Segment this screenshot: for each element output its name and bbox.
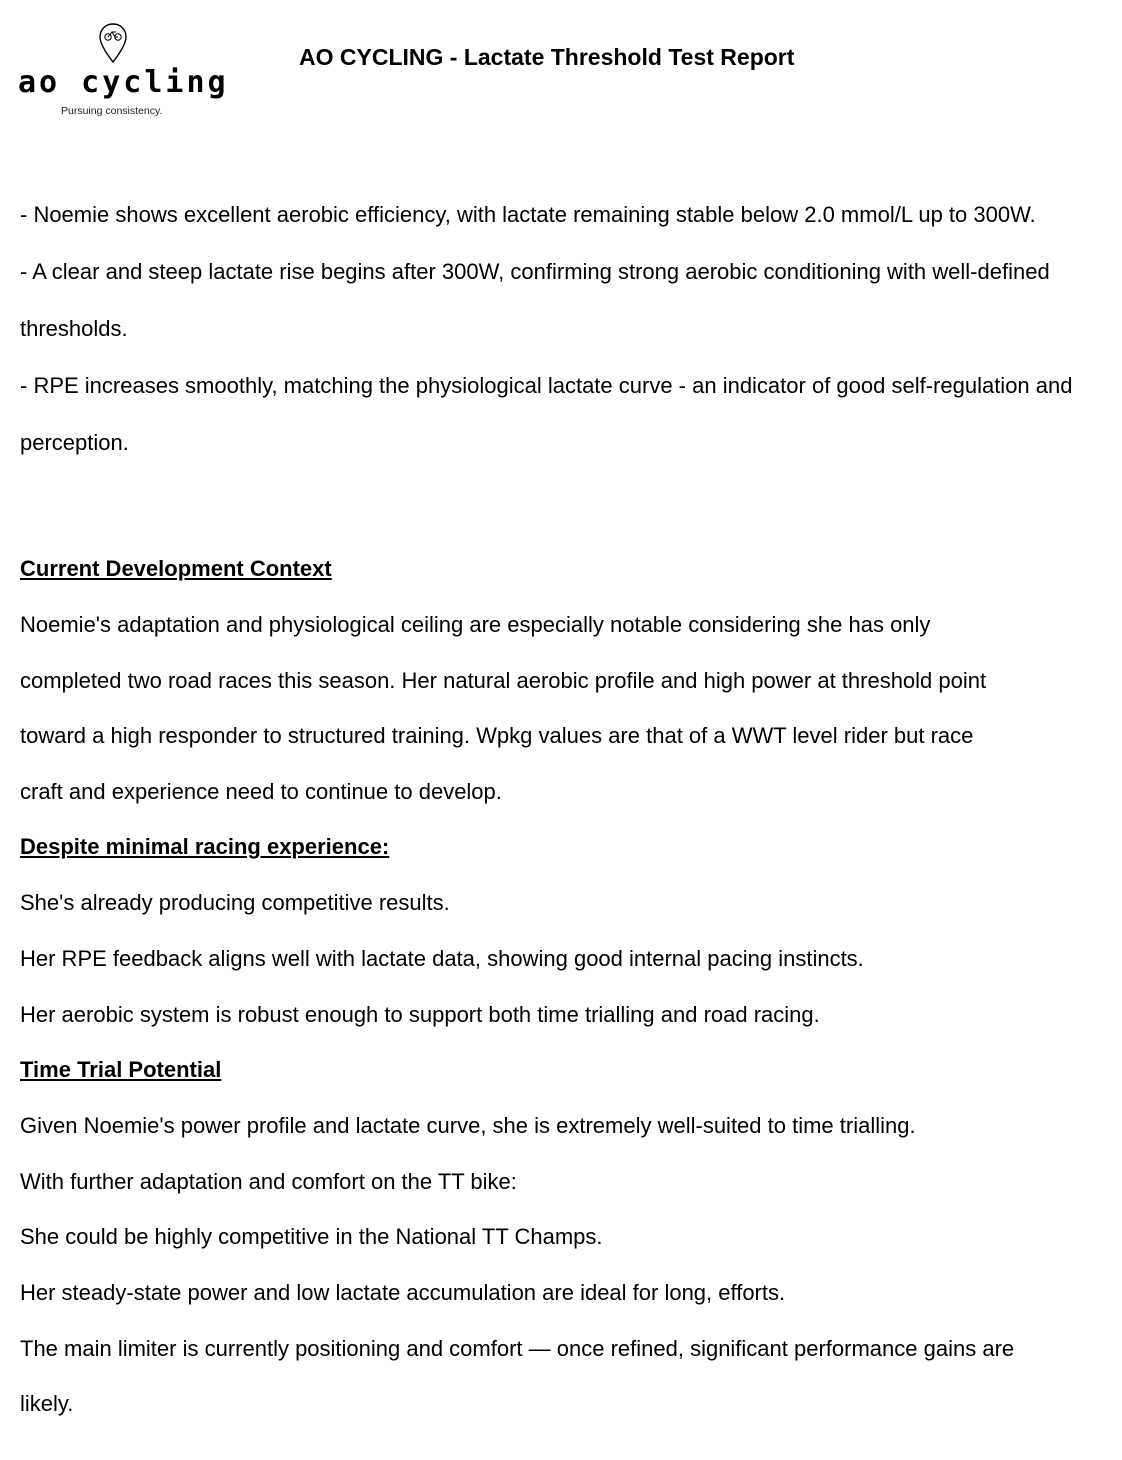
logo-tagline: Pursuing consistency. xyxy=(61,105,163,117)
time-trial-line: She could be highly competitive in the National TT Champs. xyxy=(20,1224,603,1250)
experience-line: Her aerobic system is robust enough to support both time trialling and road racing. xyxy=(20,1001,820,1027)
logo-wordmark: ao cycling xyxy=(18,65,229,100)
development-line: craft and experience need to continue to develop. xyxy=(20,778,502,804)
time-trial-line: The main limiter is currently positioning and comfort — once refined, significant performance gains are xyxy=(20,1335,1015,1361)
time-trial-heading: Time Trial Potential xyxy=(20,1057,222,1083)
spacer xyxy=(20,471,1110,541)
experience-heading: Despite minimal racing experience: xyxy=(20,834,390,860)
summary-point: - RPE increases smoothly, matching the physiological lactate curve - an indicator of good self-regulation and perception. xyxy=(20,373,1073,455)
report-body xyxy=(20,186,1110,1432)
summary-point: - Noemie shows excellent aerobic efficiency, with lactate remaining stable below 2.0 mmol/L up to 300W. xyxy=(20,202,1036,227)
development-heading: Current Development Context xyxy=(20,556,332,581)
logo xyxy=(18,22,229,122)
development-line: Noemie's adaptation and physiological ceiling are especially notable considering she has only xyxy=(20,612,931,637)
time-trial-line: likely. xyxy=(20,1391,74,1417)
report-header xyxy=(0,0,1122,140)
experience-line: She's already producing competitive results. xyxy=(20,890,450,916)
time-trial-line: Given Noemie's power profile and lactate curve, she is extremely well-suited to time trialling. xyxy=(20,1113,916,1139)
summary-point: - A clear and steep lactate rise begins after 300W, confirming strong aerobic conditioning with well-defined thresholds. xyxy=(20,259,1050,341)
page-title: AO CYCLING - Lactate Threshold Test Report xyxy=(299,44,795,70)
experience-line: Her RPE feedback aligns well with lactate data, showing good internal pacing instincts. xyxy=(20,945,864,971)
development-line: completed two road races this season. Her natural aerobic profile and high power at threshold point xyxy=(20,667,987,693)
development-line: toward a high responder to structured training. Wpkg values are that of a WWT level rider but race xyxy=(20,723,974,749)
time-trial-line: Her steady-state power and low lactate accumulation are ideal for long, efforts. xyxy=(20,1279,786,1305)
time-trial-line: With further adaptation and comfort on the TT bike: xyxy=(20,1168,517,1194)
location-pin-bicycle-icon xyxy=(98,22,128,66)
